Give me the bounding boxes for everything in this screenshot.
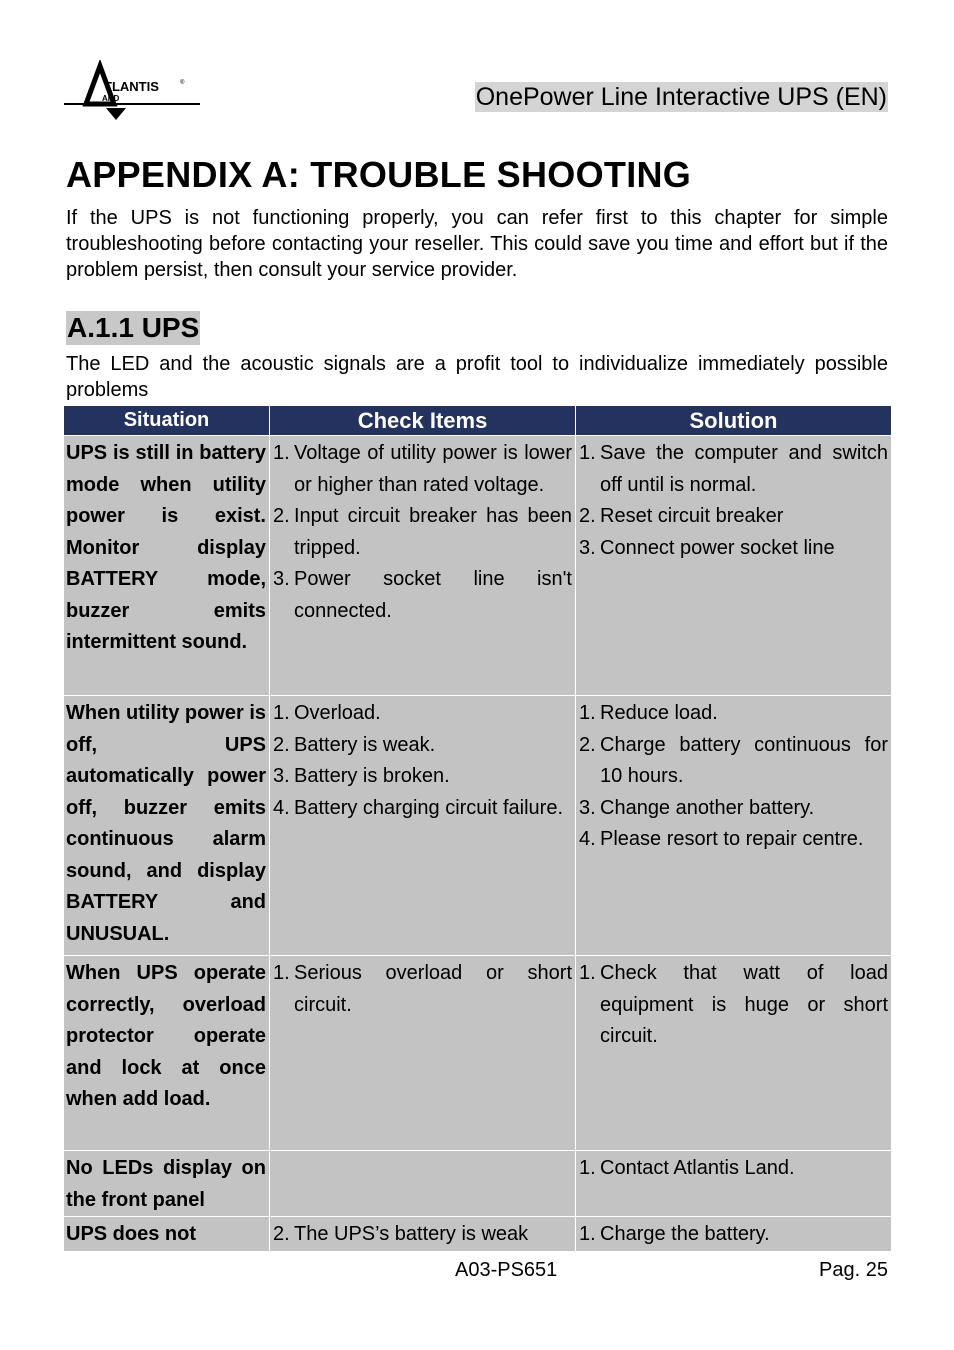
situation-cell: UPS is still in battery mode when utility power is exist. Monitor display BATTERY mode, buzzer emits intermittent sound.: [64, 436, 270, 696]
check-items-cell: [270, 436, 576, 696]
item-number: 3.: [273, 765, 290, 787]
intro-paragraph: If the UPS is not functioning properly, you can refer first to this chapter for simple troubleshooting before contacting your reseller. This could save you time and effort but if the problem persist, then consult your service provider.: [66, 207, 888, 281]
item-number: 2.: [273, 733, 290, 756]
item-number: 2.: [579, 733, 596, 756]
item-number: 1.: [273, 442, 290, 464]
check-item: [273, 698, 572, 730]
check-items-cell: [270, 696, 576, 956]
check-item: [273, 958, 572, 1021]
item-number: 2.: [273, 505, 290, 527]
document-code: A03-PS651: [455, 1259, 558, 1281]
item-text: Serious overload or short circuit.: [294, 962, 572, 1016]
item-text: Voltage of utility power is lower or higher than rated voltage.: [294, 442, 572, 496]
item-text: The UPS’s battery is weak: [294, 1223, 529, 1245]
item-text: Connect power socket line: [600, 536, 835, 559]
solution-item: [579, 698, 888, 730]
solution-item: [579, 1219, 888, 1251]
item-number: 1.: [273, 702, 290, 724]
troubleshooting-table: [63, 405, 892, 1252]
item-number: 4.: [579, 828, 596, 850]
item-text: Reset circuit breaker: [600, 505, 784, 527]
item-text: Save the computer and switch off until is normal.: [600, 442, 888, 496]
svg-text:AND: AND: [102, 94, 120, 103]
item-number: 1.: [579, 442, 596, 464]
check-items-cell: [270, 1217, 576, 1252]
header-solution: Solution: [576, 406, 892, 436]
solution-item: [579, 533, 888, 565]
item-text: Battery is broken.: [294, 765, 450, 787]
item-text: Input circuit breaker has been tripped.: [294, 505, 572, 559]
solution-cell: [576, 1217, 892, 1252]
solution-cell: [576, 1151, 892, 1217]
table-header-row: [64, 406, 892, 436]
table-row: [64, 436, 892, 696]
item-number: 2.: [273, 1223, 290, 1245]
item-number: 4.: [273, 796, 290, 819]
item-text: Please resort to repair centre.: [600, 828, 864, 850]
document-title: OnePower Line Interactive UPS (EN): [475, 83, 887, 111]
solution-item: [579, 501, 888, 533]
solution-item: [579, 730, 888, 793]
item-text: Battery is weak.: [294, 733, 436, 756]
check-item: [273, 564, 572, 627]
item-number: 3.: [579, 796, 596, 819]
item-text: Power socket line isn't connected.: [294, 568, 572, 622]
svg-text:TLANTIS: TLANTIS: [104, 79, 159, 94]
solution-cell: [576, 436, 892, 696]
section-intro: The LED and the acoustic signals are a profit tool to individualize immediately possible problems: [66, 353, 888, 401]
item-text: Change another battery.: [600, 796, 815, 819]
item-text: Check that watt of load equipment is huge or short circuit.: [600, 962, 888, 1047]
check-item: [273, 730, 572, 762]
svg-text:®: ®: [180, 80, 185, 86]
solution-cell: [576, 956, 892, 1151]
check-item: [273, 501, 572, 564]
header-situation: Situation: [64, 406, 270, 436]
solution-cell: [576, 696, 892, 956]
table-row: [64, 1217, 892, 1252]
table-row: [64, 956, 892, 1151]
check-items-cell: [270, 1151, 576, 1217]
situation-cell: When utility power is off, UPS automatically power off, buzzer emits continuous alarm sound, and display BATTERY and UNUSUAL.: [64, 696, 270, 956]
item-text: Reduce load.: [600, 702, 718, 724]
appendix-heading: APPENDIX A: TROUBLE SHOOTING: [66, 154, 692, 195]
item-number: 1.: [579, 962, 596, 984]
item-number: 3.: [579, 536, 596, 559]
page-number: Pag. 25: [819, 1259, 888, 1281]
solution-item: [579, 824, 888, 856]
check-item: [273, 438, 572, 501]
table-row: [64, 696, 892, 956]
atlantis-land-logo: [62, 60, 202, 122]
item-number: 3.: [273, 568, 290, 590]
table-row: [64, 1151, 892, 1217]
item-number: 1.: [579, 1157, 596, 1179]
solution-item: [579, 438, 888, 501]
situation-cell: When UPS operate correctly, overload protector operate and lock at once when add load.: [64, 956, 270, 1151]
check-item: [273, 1219, 572, 1251]
solution-item: [579, 793, 888, 825]
item-text: Overload.: [294, 702, 381, 724]
solution-item: [579, 958, 888, 1053]
header-check-items: Check Items: [270, 406, 576, 436]
situation-cell: No LEDs display on the front panel: [64, 1151, 270, 1217]
item-number: 1.: [579, 1223, 596, 1245]
item-text: Charge battery continuous for 10 hours.: [600, 733, 888, 787]
item-number: 1.: [579, 702, 596, 724]
item-text: Battery charging circuit failure.: [294, 796, 564, 819]
item-text: Charge the battery.: [600, 1223, 770, 1245]
item-number: 2.: [579, 505, 596, 527]
check-items-cell: [270, 956, 576, 1151]
check-item: [273, 793, 572, 825]
situation-cell: UPS does not: [64, 1217, 270, 1252]
solution-item: [579, 1153, 888, 1185]
item-text: Contact Atlantis Land.: [600, 1157, 795, 1179]
item-number: 1.: [273, 962, 290, 984]
section-heading: A.1.1 UPS: [67, 312, 200, 343]
check-item: [273, 761, 572, 793]
